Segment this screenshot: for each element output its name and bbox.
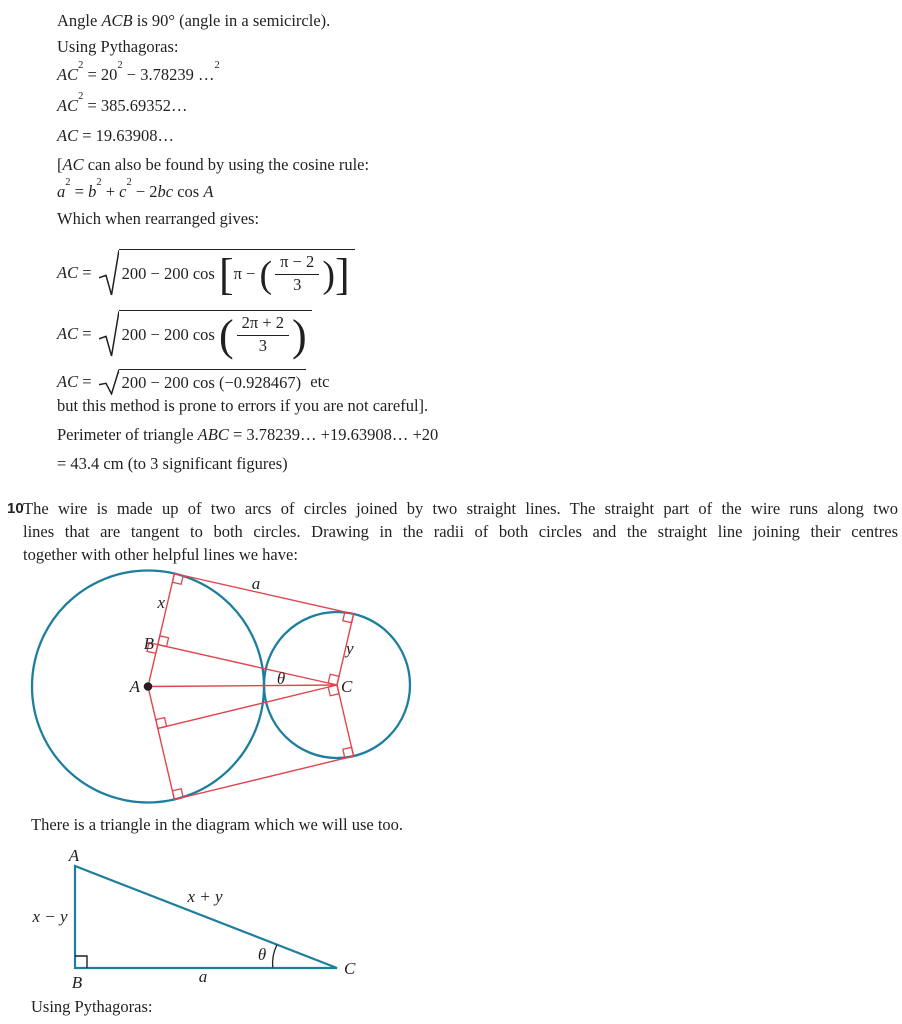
radius-lower-left (148, 687, 174, 800)
caution-line: but this method is prone to errors if you are not careful]. (57, 396, 429, 415)
root-formula-2: AC = 200 − 200 cos ( $\frac{2\pi + 2}{3}$ ) (57, 305, 312, 363)
triangle-note-line: There is a triangle in the diagram which we will use too. (31, 815, 404, 834)
square-root: 200 − 200 cos [ π − ( $\frac{\pi - 2}{3}$ ) ] (99, 249, 355, 297)
square-root: 200 − 200 cos ( $\frac{2\pi + 2}{3}$ ) (99, 310, 312, 358)
radical-sign-icon (99, 249, 119, 297)
label-y: y (346, 639, 354, 658)
solution-line-using-pythagoras: Using Pythagoras: (57, 37, 179, 56)
diagram-right-triangle (30, 845, 375, 1000)
radical-sign-icon (99, 369, 119, 395)
root-formula-1: AC = 200 − 200 cos [ π − ( $\frac{\pi - 2}{3}$ ) ] (57, 244, 355, 302)
label-x: x (157, 593, 165, 612)
line-AC (148, 685, 337, 687)
square-root: 200 − 200 cos (−0.928467) (99, 369, 306, 395)
root-formula-3: AC = 200 − 200 cos (−0.928467) etc (57, 369, 330, 395)
label-side-base: a (198, 967, 208, 986)
equation-ac-squared-1: $AC^2 = 20^2 - 3.78239$ …$^2$ (57, 60, 220, 84)
question-text-line2: lines that are tangent to both circles. Drawing in the radii of both circles and the straight line joining their centres (23, 522, 898, 541)
angle-theta-mark (273, 945, 277, 968)
cosine-rule-intro: [AC can also be found by using the cosine rule: (57, 155, 370, 174)
question-text-line3: together with other helpful lines we have: (23, 545, 298, 564)
right-angle-mark (75, 956, 87, 968)
diagram1-labels (129, 574, 354, 696)
solution-line-angle: Angle ACB is 90° (angle in a semicircle). (57, 11, 331, 30)
radical-sign-icon (99, 310, 119, 358)
label-side-left: x − y (32, 907, 68, 926)
fraction: $\frac{2\pi + 2}{3}$ (237, 314, 289, 356)
label-A: A (68, 846, 80, 865)
label-theta: θ (276, 669, 286, 688)
center-dot-A (144, 682, 153, 691)
label-a: a (251, 574, 261, 593)
line-BC (158, 645, 337, 685)
label-B: B (143, 634, 154, 653)
label-side-hyp: x + y (187, 887, 223, 906)
label-B: B (71, 973, 83, 992)
label-C: C (341, 677, 353, 696)
diagram-two-circles-wire (25, 556, 485, 808)
result-line: = 43.4 cm (to 3 significant figures) (57, 454, 288, 473)
question-number: 10 (7, 500, 24, 517)
question-text-line1: The wire is made up of two arcs of circles joined by two straight lines. The straight part of the wire runs along two (23, 499, 898, 518)
label-A: A (129, 677, 140, 696)
rearranged-line: Which when rearranged gives: (57, 209, 260, 228)
bottom-using-pythagoras: Using Pythagoras: (31, 997, 153, 1016)
equation-ac-squared-2: $AC^2$ = 385.69352… (57, 91, 188, 115)
top-tangent-line (174, 574, 353, 614)
label-theta: θ (257, 945, 267, 964)
cosine-rule-formula: $a^2 = b^2 + c^2 - 2bc$ cos A (57, 177, 214, 201)
bottom-tangent-line (174, 756, 353, 799)
perimeter-line: Perimeter of triangle ABC = 3.78239… +19.63908… +20 (57, 425, 439, 444)
fraction: $\frac{\pi - 2}{3}$ (275, 253, 319, 295)
label-C: C (344, 959, 356, 978)
triangle-outline (75, 866, 337, 968)
equation-ac-value: AC = 19.63908… (57, 126, 175, 145)
radius-x (148, 574, 174, 687)
construction-lines (147, 574, 354, 800)
line-B2C (158, 685, 337, 728)
